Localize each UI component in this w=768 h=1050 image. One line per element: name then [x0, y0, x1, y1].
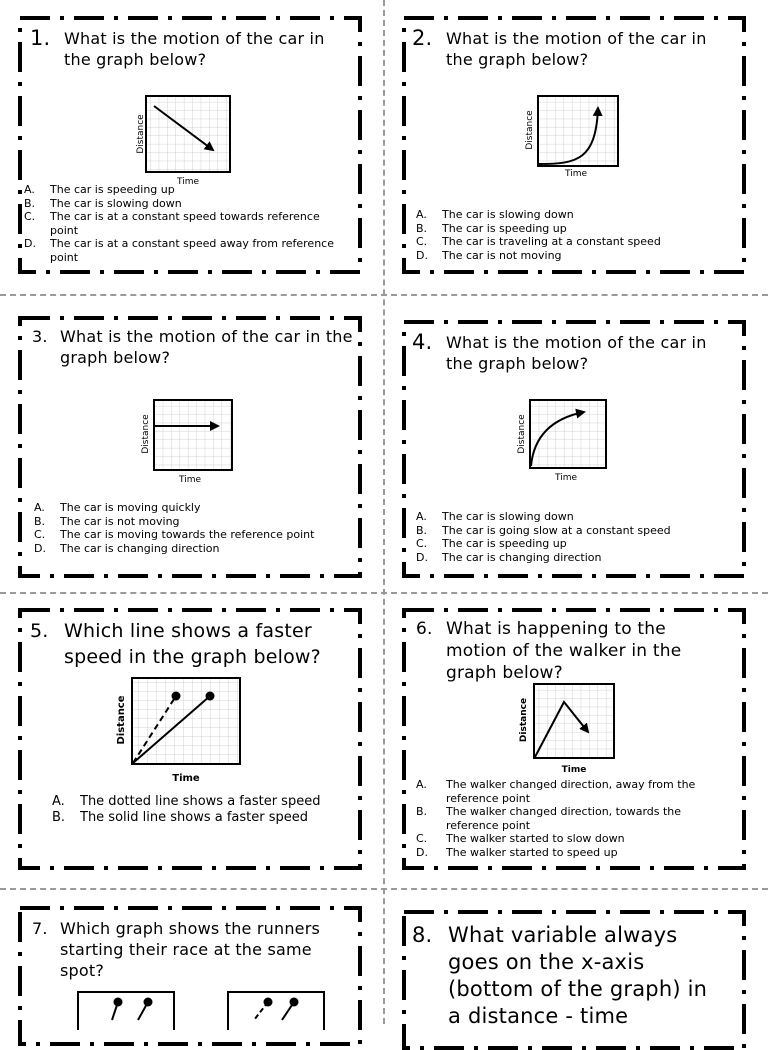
question-number: 6. — [416, 619, 433, 639]
task-card-2 — [402, 16, 746, 274]
vertical-cut-line — [383, 0, 385, 1024]
question — [412, 332, 738, 374]
question — [30, 28, 352, 70]
distance-time-graph — [514, 398, 614, 486]
question — [30, 618, 356, 670]
option-d[interactable]: D. The car is changing direction — [34, 541, 220, 555]
question-text: What is the motion of the car in the graph below? — [446, 333, 707, 373]
horizontal-cut-line — [0, 888, 768, 890]
question-text: What is happening to the motion of the walker in the graph below? — [446, 619, 682, 683]
answer-options — [416, 208, 734, 262]
y-axis-label: Distance — [525, 110, 535, 150]
y-axis-label: Distance — [116, 695, 127, 745]
y-axis-label: Distance — [136, 114, 146, 154]
option-c[interactable]: C. The car is traveling at a constant speed — [416, 235, 661, 249]
option-a[interactable]: A. The car is speeding up — [24, 183, 175, 196]
horizontal-cut-line — [0, 294, 768, 296]
option-c[interactable]: C. The car is speeding up — [416, 537, 567, 551]
option-b[interactable]: B. The car is speeding up — [416, 221, 567, 235]
option-c[interactable]: C. The car is at a constant speed towards reference point — [24, 210, 320, 237]
question-number: 7. — [32, 919, 48, 938]
distance-time-graph — [522, 94, 622, 186]
question-number: 5. — [30, 620, 49, 642]
answer-options — [52, 794, 342, 825]
x-axis-label: Time — [172, 773, 200, 784]
option-d[interactable]: D. The car is not moving — [416, 248, 562, 262]
distance-time-graph — [134, 94, 234, 186]
x-axis-label: Time — [564, 169, 588, 179]
question-number: 4. — [412, 330, 433, 354]
answer-options — [416, 778, 734, 860]
y-axis-label: Distance — [141, 414, 151, 454]
option-b[interactable]: B. The car is going slow at a constant speed — [416, 523, 671, 537]
task-card-5 — [18, 608, 362, 870]
task-card-6 — [402, 608, 746, 870]
option-a[interactable]: A. The car is moving quickly — [34, 501, 201, 514]
x-axis-label: Time — [178, 475, 202, 485]
runner-graphs — [68, 990, 358, 1030]
option-a[interactable]: A. The car is slowing down — [416, 208, 574, 221]
task-card-3 — [18, 316, 362, 578]
option-b[interactable]: B. The solid line shows a faster speed — [52, 809, 309, 825]
option-a[interactable]: A. The walker changed direction, away from the reference point — [416, 778, 696, 805]
horizontal-cut-line — [0, 592, 768, 594]
task-card-8 — [402, 910, 746, 1050]
option-d[interactable]: D. The car is changing direction — [416, 550, 602, 564]
option-a[interactable]: A. The car is slowing down — [416, 510, 574, 523]
question — [32, 918, 356, 981]
question-text: Which line shows a faster speed in the graph below? — [64, 620, 321, 668]
question — [412, 922, 712, 1030]
task-card-1 — [18, 16, 362, 274]
question-number: 3. — [32, 327, 48, 346]
question-number: 2. — [412, 26, 433, 50]
answer-options — [34, 501, 354, 555]
question-number: 8. — [412, 923, 433, 947]
solid-line-point — [206, 692, 215, 701]
distance-time-graph — [514, 682, 618, 776]
option-b[interactable]: B. The car is not moving — [34, 514, 180, 528]
question-text: Which graph shows the runners starting their race at the same spot? — [60, 919, 321, 980]
distance-time-graph — [138, 398, 238, 486]
task-card-7 — [18, 906, 362, 1046]
y-axis-label: Distance — [517, 414, 527, 454]
x-axis-label: Time — [176, 177, 200, 186]
question-text: What is the motion of the car in the graph below? — [446, 29, 707, 69]
answer-options — [416, 510, 736, 564]
y-axis-label: Distance — [519, 697, 529, 743]
question-text: What is the motion of the car in the graph below? — [60, 327, 353, 367]
question-text: What variable always goes on the x-axis (bottom of the graph) in a distance - time — [448, 923, 708, 1028]
task-card-4 — [402, 320, 746, 578]
option-b[interactable]: B. The car is slowing down — [24, 196, 182, 210]
question — [412, 28, 738, 70]
question — [416, 618, 716, 684]
x-axis-label: Time — [554, 473, 578, 483]
distance-time-graph — [112, 674, 242, 788]
answer-options — [24, 183, 342, 265]
x-axis-label: Time — [561, 765, 587, 775]
option-c[interactable]: C. The walker started to slow down — [416, 832, 625, 846]
question-number: 1. — [30, 26, 51, 50]
option-b[interactable]: B. The walker changed direction, towards the reference point — [416, 805, 682, 832]
option-c[interactable]: C. The car is moving towards the reference point — [34, 528, 315, 542]
option-d[interactable]: D. The car is at a constant speed away from reference point — [24, 237, 334, 264]
dotted-line-point — [172, 692, 181, 701]
question — [32, 326, 356, 368]
option-a[interactable]: A. The dotted line shows a faster speed — [52, 794, 321, 809]
option-d[interactable]: D. The walker started to speed up — [416, 845, 618, 859]
question-text: What is the motion of the car in the graph below? — [64, 29, 325, 69]
